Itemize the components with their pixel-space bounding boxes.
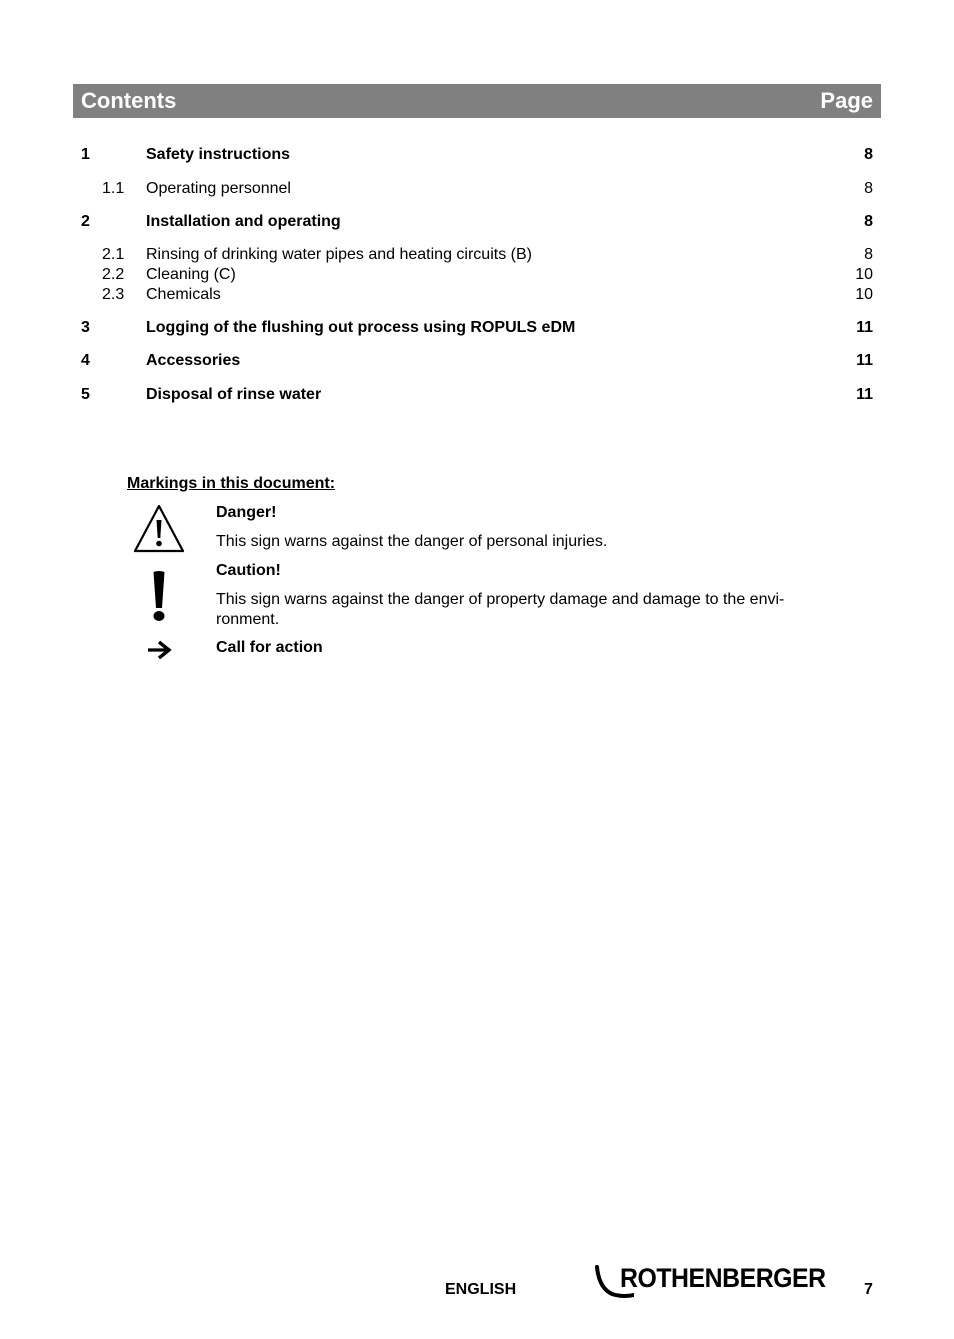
toc-page: 10: [855, 266, 873, 283]
toc-title: Installation and operating: [146, 213, 341, 230]
footer-page-number: 7: [864, 1281, 873, 1298]
toc-entry[interactable]: [81, 351, 873, 371]
toc-title: Cleaning (C): [146, 266, 236, 283]
toc-number: 4: [81, 352, 90, 369]
danger-heading: Danger!: [216, 504, 277, 521]
toc-entry[interactable]: [81, 285, 873, 305]
toc-entry[interactable]: [81, 318, 873, 338]
warning-triangle-icon: [133, 503, 185, 553]
exclamation-icon: [150, 570, 168, 622]
toc-entry[interactable]: [81, 179, 873, 199]
toc-title: Logging of the flushing out process using ROPULS eDM: [146, 319, 576, 336]
markings-title: Markings in this document:: [127, 475, 336, 492]
toc-number: 5: [81, 386, 90, 403]
toc-page: 10: [855, 286, 873, 303]
brand-name: ROTHENBERGER: [620, 1263, 826, 1293]
toc-page: 11: [856, 386, 873, 403]
toc-entry[interactable]: [81, 212, 873, 232]
footer-language: ENGLISH: [445, 1281, 517, 1298]
toc-title: Accessories: [146, 352, 241, 369]
danger-text: This sign warns against the danger of personal injuries.: [216, 533, 608, 550]
contents-header: [73, 84, 881, 118]
toc-title: Operating personnel: [146, 180, 291, 197]
toc-entry[interactable]: [81, 385, 873, 405]
toc-page: 8: [864, 180, 873, 197]
toc-page: 8: [864, 146, 873, 163]
caution-text-line2: ronment.: [216, 611, 280, 628]
arrow-right-icon: [147, 640, 173, 660]
toc-number: 1.1: [102, 180, 125, 197]
toc-entry[interactable]: [81, 265, 873, 285]
action-heading: Call for action: [216, 639, 323, 656]
caution-heading: Caution!: [216, 562, 281, 579]
brand-logo: [594, 1262, 830, 1298]
toc-title: Disposal of rinse water: [146, 386, 322, 403]
toc-page: 8: [864, 246, 873, 263]
toc-title: Safety instructions: [146, 146, 291, 163]
toc-number: 2.1: [102, 246, 125, 263]
caution-text-line1: This sign warns against the danger of property damage and damage to the envi-: [216, 591, 785, 608]
toc-title: Rinsing of drinking water pipes and heating circuits (B): [146, 246, 532, 263]
toc-number: 1: [81, 146, 90, 163]
toc-title: Chemicals: [146, 286, 221, 303]
toc-page: 11: [856, 352, 873, 369]
page-column-title: Page: [820, 88, 873, 113]
contents-title: Contents: [81, 88, 177, 113]
toc-number: 2: [81, 213, 90, 230]
toc-number: 2.2: [102, 266, 125, 283]
toc-number: 3: [81, 319, 90, 336]
toc-page: 8: [864, 213, 873, 230]
toc-page: 11: [856, 319, 873, 336]
toc-entry[interactable]: [81, 245, 873, 265]
toc-number: 2.3: [102, 286, 125, 303]
toc-entry[interactable]: [81, 145, 873, 165]
